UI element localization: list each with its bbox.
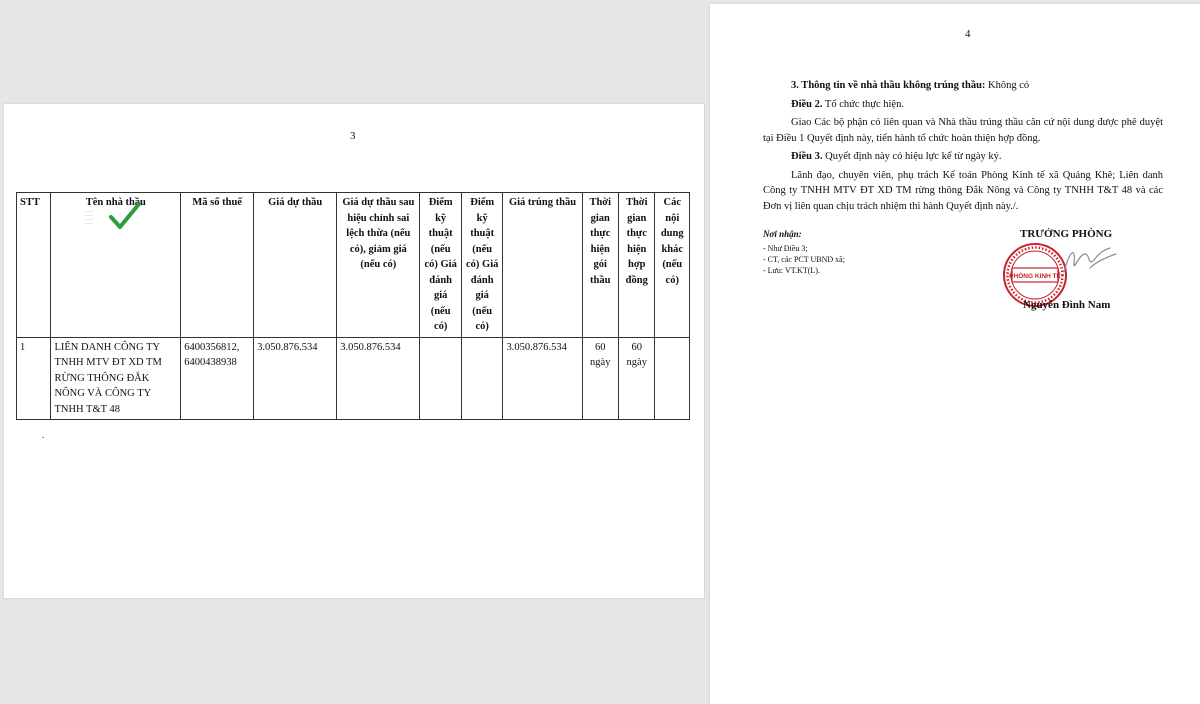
article-2-paragraph: Giao Các bộ phận có liên quan và Nhà thầu trúng thầu căn cứ nội dung được phê duyệt tại Điều 1 Quyết định này, tiến hành tổ chức hoàn thiện hợp đồng. xyxy=(763,117,1163,144)
digital-signature-stamp: .......... .......... .......... .......... xyxy=(84,209,95,225)
cell-adjusted-price: 3.050.876.534 xyxy=(337,337,420,420)
decision-body xyxy=(763,78,1163,214)
header-contract-time: Thời gian thực hiện hợp đồng xyxy=(619,193,655,338)
handwritten-signature xyxy=(1060,242,1120,282)
cell-contract-time: 60 ngày xyxy=(619,337,655,420)
cell-other xyxy=(655,337,690,420)
article-2: Điều 2. Tổ chức thực hiện. xyxy=(791,98,904,110)
recipient-item: - Như Điều 3; xyxy=(763,244,808,253)
recipient-item: - Lưu: VT.KT(L). xyxy=(763,266,820,275)
cell-bid-price: 3.050.876.534 xyxy=(254,337,337,420)
recipients-title: Nơi nhận: xyxy=(763,229,802,239)
document-page-4 xyxy=(710,4,1200,704)
header-tax-code: Mã số thuế xyxy=(181,193,254,338)
bid-results-table xyxy=(16,192,690,420)
page-number: 3 xyxy=(350,130,356,142)
header-adjusted-price: Giá dự thầu sau hiệu chỉnh sai lệch thừa (nếu có), giảm giá (nếu có) xyxy=(337,193,420,338)
document-page-3 xyxy=(4,104,704,598)
section-3: 3. Thông tin về nhà thầu không trúng thầu: Không có xyxy=(791,80,1030,91)
recipient-item: - CT, các PCT UBND xã; xyxy=(763,255,845,264)
cell-tax-code: 6400356812, 6400438938 xyxy=(181,337,254,420)
cell-stt: 1 xyxy=(17,337,51,420)
header-tech-score-2: Điểm kỹ thuật (nếu có) Giá đánh giá (nếu có) xyxy=(461,193,503,338)
article-3-paragraph: Lãnh đạo, chuyên viên, phụ trách Kế toán Phòng Kinh tế xã Quảng Khê; Liên danh Công ty TNHH MTV ĐT XD TM rừng thông Đắk Nông và Công ty TNHH T&T 48 và các Đơn vị liên quan chịu trách nhiệm thi hành Quyết định này./. xyxy=(763,169,1163,212)
table-row xyxy=(17,337,690,420)
seal-label: PHÒNG KINH TẾ xyxy=(1009,273,1061,280)
table-header-row xyxy=(17,193,690,338)
header-bidder-name: Tên nhà thầu .......... .......... .......... .......... xyxy=(51,193,181,338)
cell-package-time: 60 ngày xyxy=(582,337,618,420)
cell-win-price: 3.050.876.534 xyxy=(503,337,582,420)
header-bid-price: Giá dự thầu xyxy=(254,193,337,338)
signer-title: TRƯỞNG PHÒNG xyxy=(1020,228,1113,240)
cell-tech-score-1 xyxy=(420,337,462,420)
article-3: Điều 3. Quyết định này có hiệu lực kể từ ngày ký. xyxy=(791,151,1002,162)
cell-bidder-name: LIÊN DANH CÔNG TY TNHH MTV ĐT XD TM RỪNG THÔNG ĐẮK NÔNG VÀ CÔNG TY TNHH T&T 48 xyxy=(51,337,181,420)
cell-tech-score-2 xyxy=(461,337,503,420)
header-tech-score-1: Điểm kỹ thuật (nếu có) Giá đánh giá (nếu có) xyxy=(420,193,462,338)
header-stt: STT xyxy=(17,193,51,338)
stray-dot: . xyxy=(42,430,45,440)
header-package-time: Thời gian thực hiện gói thầu xyxy=(582,193,618,338)
recipients-block xyxy=(763,229,845,276)
header-other: Các nội dung khác (nếu có) xyxy=(655,193,690,338)
page-number: 4 xyxy=(965,28,971,40)
header-win-price: Giá trúng thầu xyxy=(503,193,582,338)
signer-name: Nguyễn Đình Nam xyxy=(1023,299,1111,311)
